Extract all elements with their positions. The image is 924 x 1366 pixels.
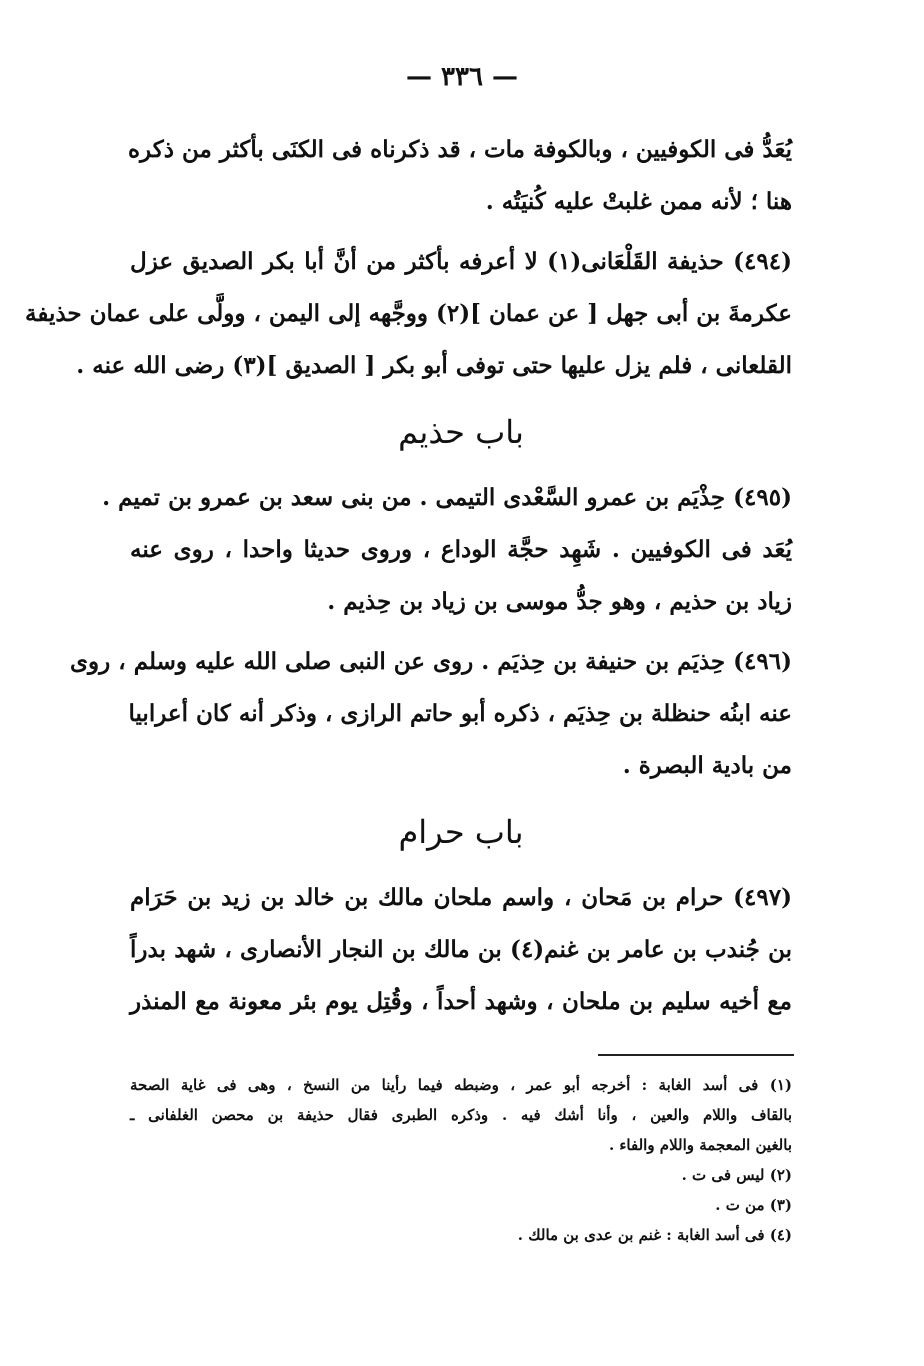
entry-494 [24,236,792,392]
footnote-4: (٤) فى أسد الغابة : غنم بن عدى بن مالك . [517,1226,792,1244]
text-line: مع أخيه سليم بن ملحان ، وشهد أحداً ، وقُتِل يوم بئر معونة مع المنذر [130,988,792,1015]
footnotes [130,1070,792,1250]
text-line: (٤٩٤) حذيفة القَلْعَانى(١) لا أعرفه بأكثر من أنَّ أبا بكر الصديق عزل [130,248,792,275]
text-line: من بادية البصرة . [622,752,792,779]
footnote-line: بالقاف واللام والعين ، وأنا أشك فيه . وذكره الطبرى فقال حذيفة بن محصن الغلفانى ـ [130,1106,792,1124]
text-line: يُعَدُّ فى الكوفيين ، وبالكوفة مات ، قد ذكرناه فى الكنَى بأكثر من ذكره [128,136,792,163]
entry-496 [70,636,792,792]
page-number: — ٣٣٦ — [405,62,519,92]
section-heading-hidhyam: باب حذيم [398,413,524,451]
footnote-2: (٢) ليس فى ت . [681,1166,792,1184]
text-line: هنا ؛ لأنه ممن غلبتْ عليه كُنيَتُه . [485,188,792,215]
footnote-divider [598,1054,794,1056]
text-line: عكرمةَ بن أبى جهل [ عن عمان ](٢) ووجَّهه إلى اليمن ، وولَّى على عمان حذيفة [24,300,792,327]
entry-495 [102,472,792,628]
main-text [24,124,792,1028]
footnote-line: بالغين المعجمة واللام والفاء . [608,1136,792,1154]
footnote-3: (٣) من ت . [715,1196,792,1214]
text-line: (٤٩٧) حرام بن مَحان ، واسم ملحان مالك بن خالد بن زيد بن حَرَام [130,884,792,911]
section-heading-haram: باب حرام [398,813,524,851]
text-line: (٤٩٥) حِذْيَم بن عمرو السَّعْدى التيمى . من بنى سعد بن عمرو بن تميم . [102,484,792,511]
footnote-1 [130,1070,792,1160]
text-line: القلعانى ، فلم يزل عليها حتى توفى أبو بكر [ الصديق ](٣) رضى الله عنه . [76,352,792,379]
text-line: زياد بن حذيم ، وهو جدُّ موسى بن زياد بن حِذيم . [327,588,792,615]
text-line: (٤٩٦) حِذيَم بن حنيفة بن حِذيَم . روى عن النبى صلى الله عليه وسلم ، روى [70,648,792,675]
text-line: عنه ابنُه حنظلة بن حِذيَم ، ذكره أبو حاتم الرازى ، وذكر أنه كان أعرابيا [128,700,792,727]
previous-entry-continuation [130,124,792,228]
entry-497 [130,872,792,1028]
footnote-line: (١) فى أسد الغابة : أخرجه أبو عمر ، وضبطه فيما رأينا من النسخ ، وهى فى غاية الصحة [130,1076,792,1094]
text-line: يُعَد فى الكوفيين . شَهِد حجَّة الوداع ، وروى حديثا واحدا ، روى عنه [130,536,792,563]
text-line: بن جُندب بن عامر بن غنم(٤) بن مالك بن النجار الأنصارى ، شهد بدراً [130,936,792,963]
